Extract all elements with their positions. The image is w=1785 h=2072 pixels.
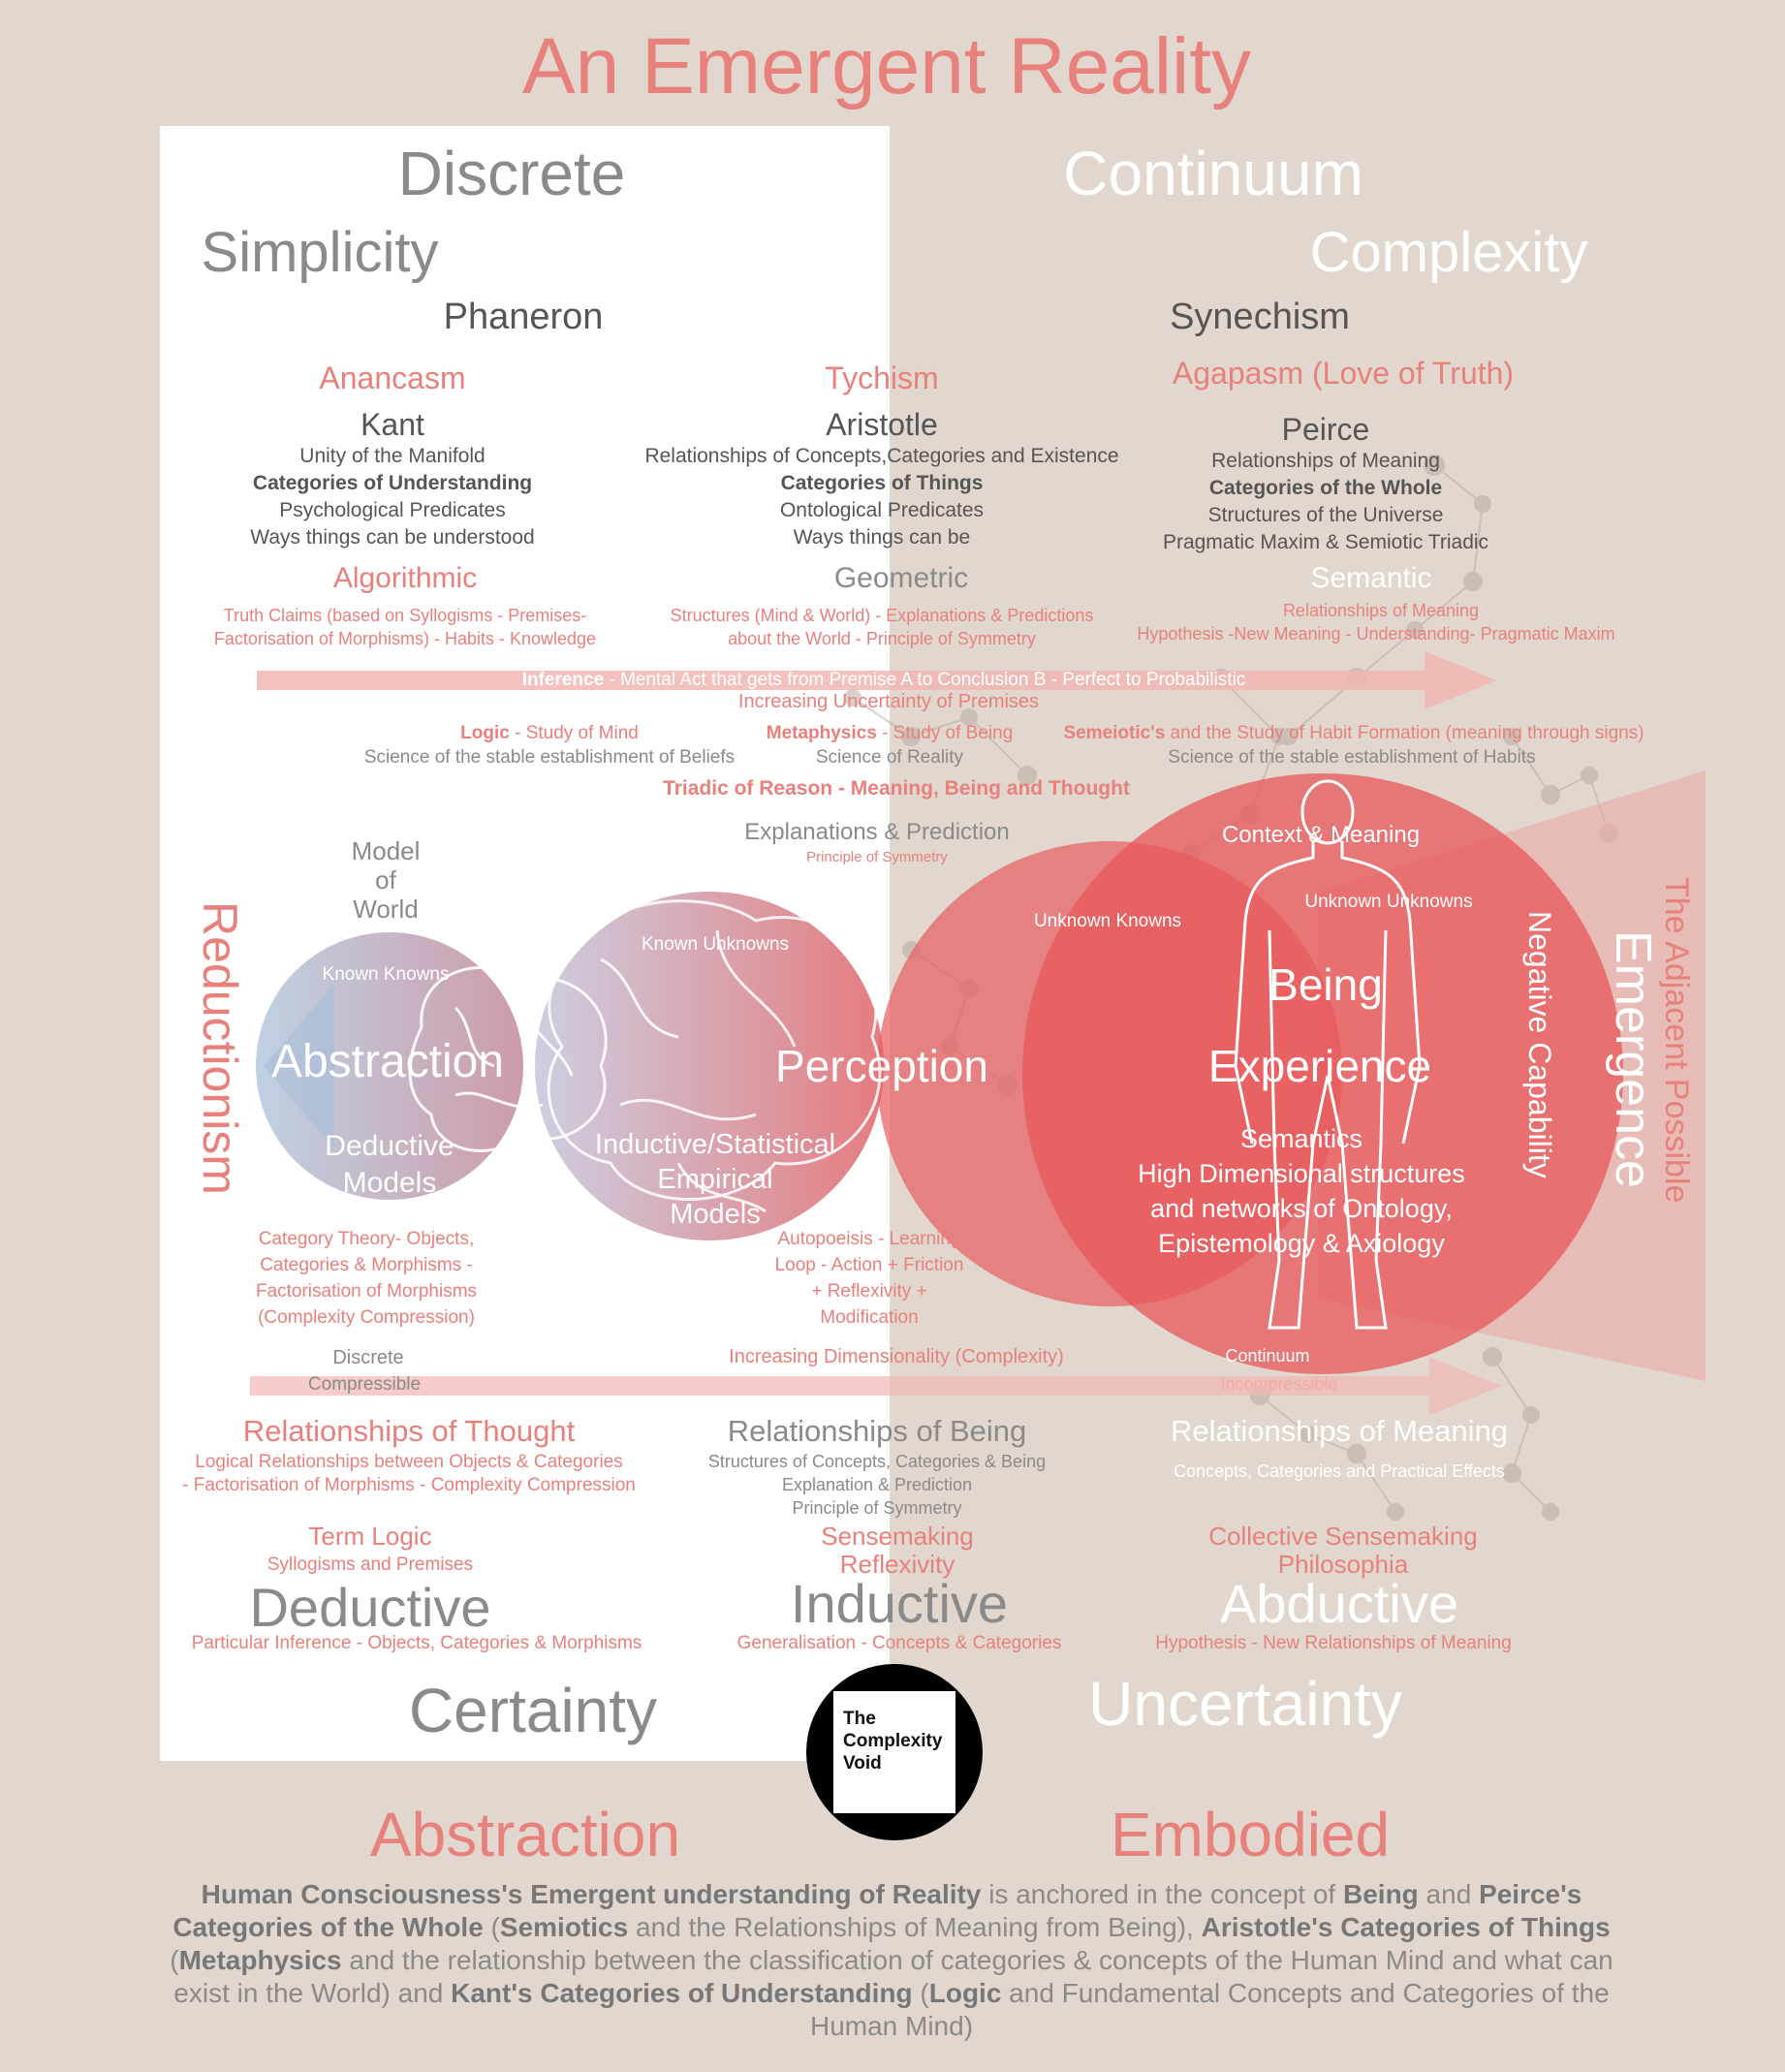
deductive-title: Deductive (249, 1577, 491, 1638)
autopoeisis-1: Autopoeisis - Learning (777, 1229, 961, 1249)
algorithmic-line-1: Truth Claims (based on Syllogisms - Premises- (223, 606, 587, 625)
category-theory-2: Categories & Morphisms - (260, 1255, 473, 1275)
semiotics-line-2: Science of the stable establishment of Habits (1168, 747, 1536, 768)
complexity-void-logo (843, 1708, 942, 1774)
aristotle-label: Aristotle (826, 407, 938, 442)
perception-label: Perception (775, 1041, 988, 1091)
unknown-knowns-label: Unknown Knowns (1033, 911, 1182, 931)
semantic-label: Semantic (1310, 562, 1432, 594)
complexity-heading: Complexity (1309, 221, 1588, 284)
metaphysics-line-2: Science of Reality (815, 747, 964, 768)
uncertainty-label: Uncertainty (1088, 1669, 1402, 1739)
kant-line-1: Unity of the Manifold (299, 445, 485, 467)
model-of-world-2: of (375, 865, 396, 895)
certainty-label: Certainty (408, 1676, 658, 1745)
semantics-line-1: High Dimensional structures (1138, 1159, 1465, 1188)
dim-increasing: Increasing Dimensionality (Complexity) (729, 1346, 1064, 1367)
model-of-world-1: Model (351, 836, 421, 865)
tychism-label: Tychism (825, 361, 939, 395)
logo-line-3: Void (843, 1753, 882, 1774)
deductive-sub: Particular Inference - Objects, Categories & Morphisms (191, 1633, 642, 1653)
page-title: An Emergent Reality (521, 22, 1252, 110)
peirce-label: Peirce (1281, 412, 1370, 447)
inductive-models-2: Empirical (657, 1164, 773, 1195)
semantic-line-1: Relationships of Meaning (1282, 601, 1480, 620)
negative-capability-label: Negative Capability (1522, 911, 1557, 1178)
category-theory-4: (Complexity Compression) (258, 1307, 475, 1328)
geometric-label: Geometric (833, 562, 969, 594)
term-logic-line: Syllogisms and Premises (266, 1554, 474, 1575)
semantic-line-2: Hypothesis -New Meaning - Understanding- Pragmatic Maxim (1137, 624, 1615, 644)
inductive-models-1: Inductive/Statistical (594, 1129, 836, 1160)
context-meaning-label: Context & Meaning (1221, 822, 1421, 848)
dim-compressible: Compressible (307, 1374, 422, 1395)
rel-being-line-2: Explanation & Prediction (781, 1475, 973, 1494)
emergence-label: Emergence (1605, 930, 1661, 1188)
agapasm-label: Agapasm (Love of Truth) (1172, 356, 1515, 391)
rel-meaning-title: Relationships of Meaning (1170, 1414, 1509, 1448)
inference-line-2: Increasing Uncertainty of Premises (737, 691, 1040, 712)
being-label: Being (1268, 959, 1383, 1010)
term-logic-title: Term Logic (308, 1522, 432, 1551)
peirce-line-1: Relationships of Meaning (1211, 450, 1440, 472)
peirce-line-3: Structures of the Universe (1207, 504, 1444, 526)
category-theory-3: Factorisation of Morphisms (255, 1281, 478, 1302)
category-theory-1: Category Theory- Objects, (258, 1229, 475, 1249)
algorithmic-label: Algorithmic (332, 562, 478, 594)
sensemaking-1: Sensemaking (821, 1522, 974, 1551)
semiotics-line-1: Semeiotic's and the Study of Habit Formation (meaning through signs) (1063, 723, 1644, 743)
rel-meaning-line-1: Concepts, Categories and Practical Effects (1174, 1461, 1505, 1481)
geometric-line-1: Structures (Mind & World) - Explanations & Predictions (670, 606, 1094, 625)
aristotle-line-3: Ontological Predicates (779, 499, 985, 521)
unknown-unknowns-label: Unknown Unknowns (1304, 892, 1473, 912)
model-of-world-3: World (353, 895, 419, 924)
inference-line-1: Inference - Mental Act that gets from Premise A to Conclusion B - Perfect to Probabilistic (521, 670, 1246, 690)
rel-thought-title: Relationships of Thought (242, 1414, 576, 1448)
autopoeisis-2: Loop - Action + Friction (774, 1255, 964, 1275)
explanations-line-2: Principle of Symmetry (806, 849, 948, 865)
deductive-models-1: Deductive (325, 1130, 454, 1162)
abstraction-circle-label: Abstraction (270, 1036, 505, 1087)
inductive-models-3: Models (670, 1199, 761, 1230)
peirce-line-4: Pragmatic Maxim & Semiotic Triadic (1162, 531, 1489, 553)
discrete-heading: Discrete (397, 139, 626, 208)
geometric-line-2: about the World - Principle of Symmetry (728, 629, 1036, 648)
reductionism-label: Reductionism (193, 901, 247, 1195)
dim-continuum: Continuum (1225, 1346, 1310, 1366)
anancasm-label: Anancasm (319, 361, 466, 395)
kant-line-2: Categories of Understanding (252, 472, 533, 494)
simplicity-heading: Simplicity (201, 221, 439, 284)
autopoeisis-3: + Reflexivity + (811, 1281, 927, 1302)
aristotle-line-2: Categories of Things (780, 472, 984, 494)
inductive-sub: Generalisation - Concepts & Categories (736, 1633, 1062, 1653)
sensemaking-2: Reflexivity (839, 1550, 955, 1579)
kant-label: Kant (360, 407, 424, 442)
experience-label: Experience (1207, 1041, 1432, 1091)
phaneron-label: Phaneron (443, 297, 604, 337)
abstraction-bottom-label: Abstraction (369, 1800, 681, 1869)
inductive-title: Inductive (790, 1573, 1009, 1634)
abductive-sub: Hypothesis - New Relationships of Meaning (1155, 1633, 1512, 1653)
embodied-label: Embodied (1110, 1800, 1391, 1869)
logo-line-2: Complexity (843, 1731, 943, 1751)
explanations-line-1: Explanations & Prediction (744, 819, 1010, 845)
footer-description: Human Consciousness's Emergent understanding of Reality is anchored in the concept of Being and Peirce's Categories of the Whole (Semiotics and the Relationships of Meaning from Being), Aristotle's Categories of Things (Metaphysics and the relationship between the classification of categories & concepts of the Human Mind and what can exist in the World) and Kant's Categories of Understanding (Logic and Fundamental Concepts and Categories of the Human Mind) (170, 1879, 1613, 2041)
known-unknowns-label: Known Unknowns (641, 934, 790, 955)
semantics-line-3: Epistemology & Axiology (1158, 1229, 1445, 1258)
collective-1: Collective Sensemaking (1208, 1522, 1478, 1551)
synechism-label: Synechism (1170, 297, 1350, 337)
logic-line-1: Logic - Study of Mind (460, 723, 639, 743)
peirce-line-2: Categories of the Whole (1208, 477, 1443, 499)
semantics-label: Semantics (1239, 1124, 1363, 1153)
logo-line-1: The (843, 1709, 876, 1729)
aristotle-line-4: Ways things can be (793, 526, 971, 549)
rel-being-title: Relationships of Being (727, 1414, 1027, 1448)
kant-line-4: Ways things can be understood (250, 526, 535, 549)
collective-2: Philosophia (1277, 1550, 1409, 1579)
continuum-heading: Continuum (1063, 139, 1363, 208)
semantics-line-2: and networks of Ontology, (1150, 1194, 1453, 1223)
rel-thought-line-2: - Factorisation of Morphisms - Complexity Compression (182, 1475, 636, 1495)
triadic-of-reason: Triadic of Reason - Meaning, Being and Thought (663, 777, 1130, 800)
rel-being-line-3: Principle of Symmetry (792, 1498, 962, 1518)
abductive-title: Abductive (1220, 1573, 1458, 1634)
dim-discrete: Discrete (332, 1347, 404, 1368)
dim-incompressible: Incompressible (1220, 1374, 1338, 1394)
rel-thought-line-1: Logical Relationships between Objects & Categories (195, 1452, 623, 1472)
known-knowns-label: Known Knowns (322, 964, 450, 985)
metaphysics-line-1: Metaphysics - Study of Being (766, 723, 1014, 743)
adjacent-possible-label: The Adjacent Possible (1658, 877, 1695, 1204)
logic-line-2: Science of the stable establishment of Beliefs (363, 747, 736, 768)
aristotle-line-1: Relationships of Concepts,Categories and Existence (644, 445, 1119, 467)
kant-line-3: Psychological Predicates (279, 499, 506, 521)
algorithmic-line-2: Factorisation of Morphisms) - Habits - Knowledge (213, 629, 597, 648)
autopoeisis-4: Modification (820, 1307, 919, 1328)
rel-being-line-1: Structures of Concepts, Categories & Being (707, 1452, 1047, 1471)
deductive-models-2: Models (342, 1167, 437, 1199)
